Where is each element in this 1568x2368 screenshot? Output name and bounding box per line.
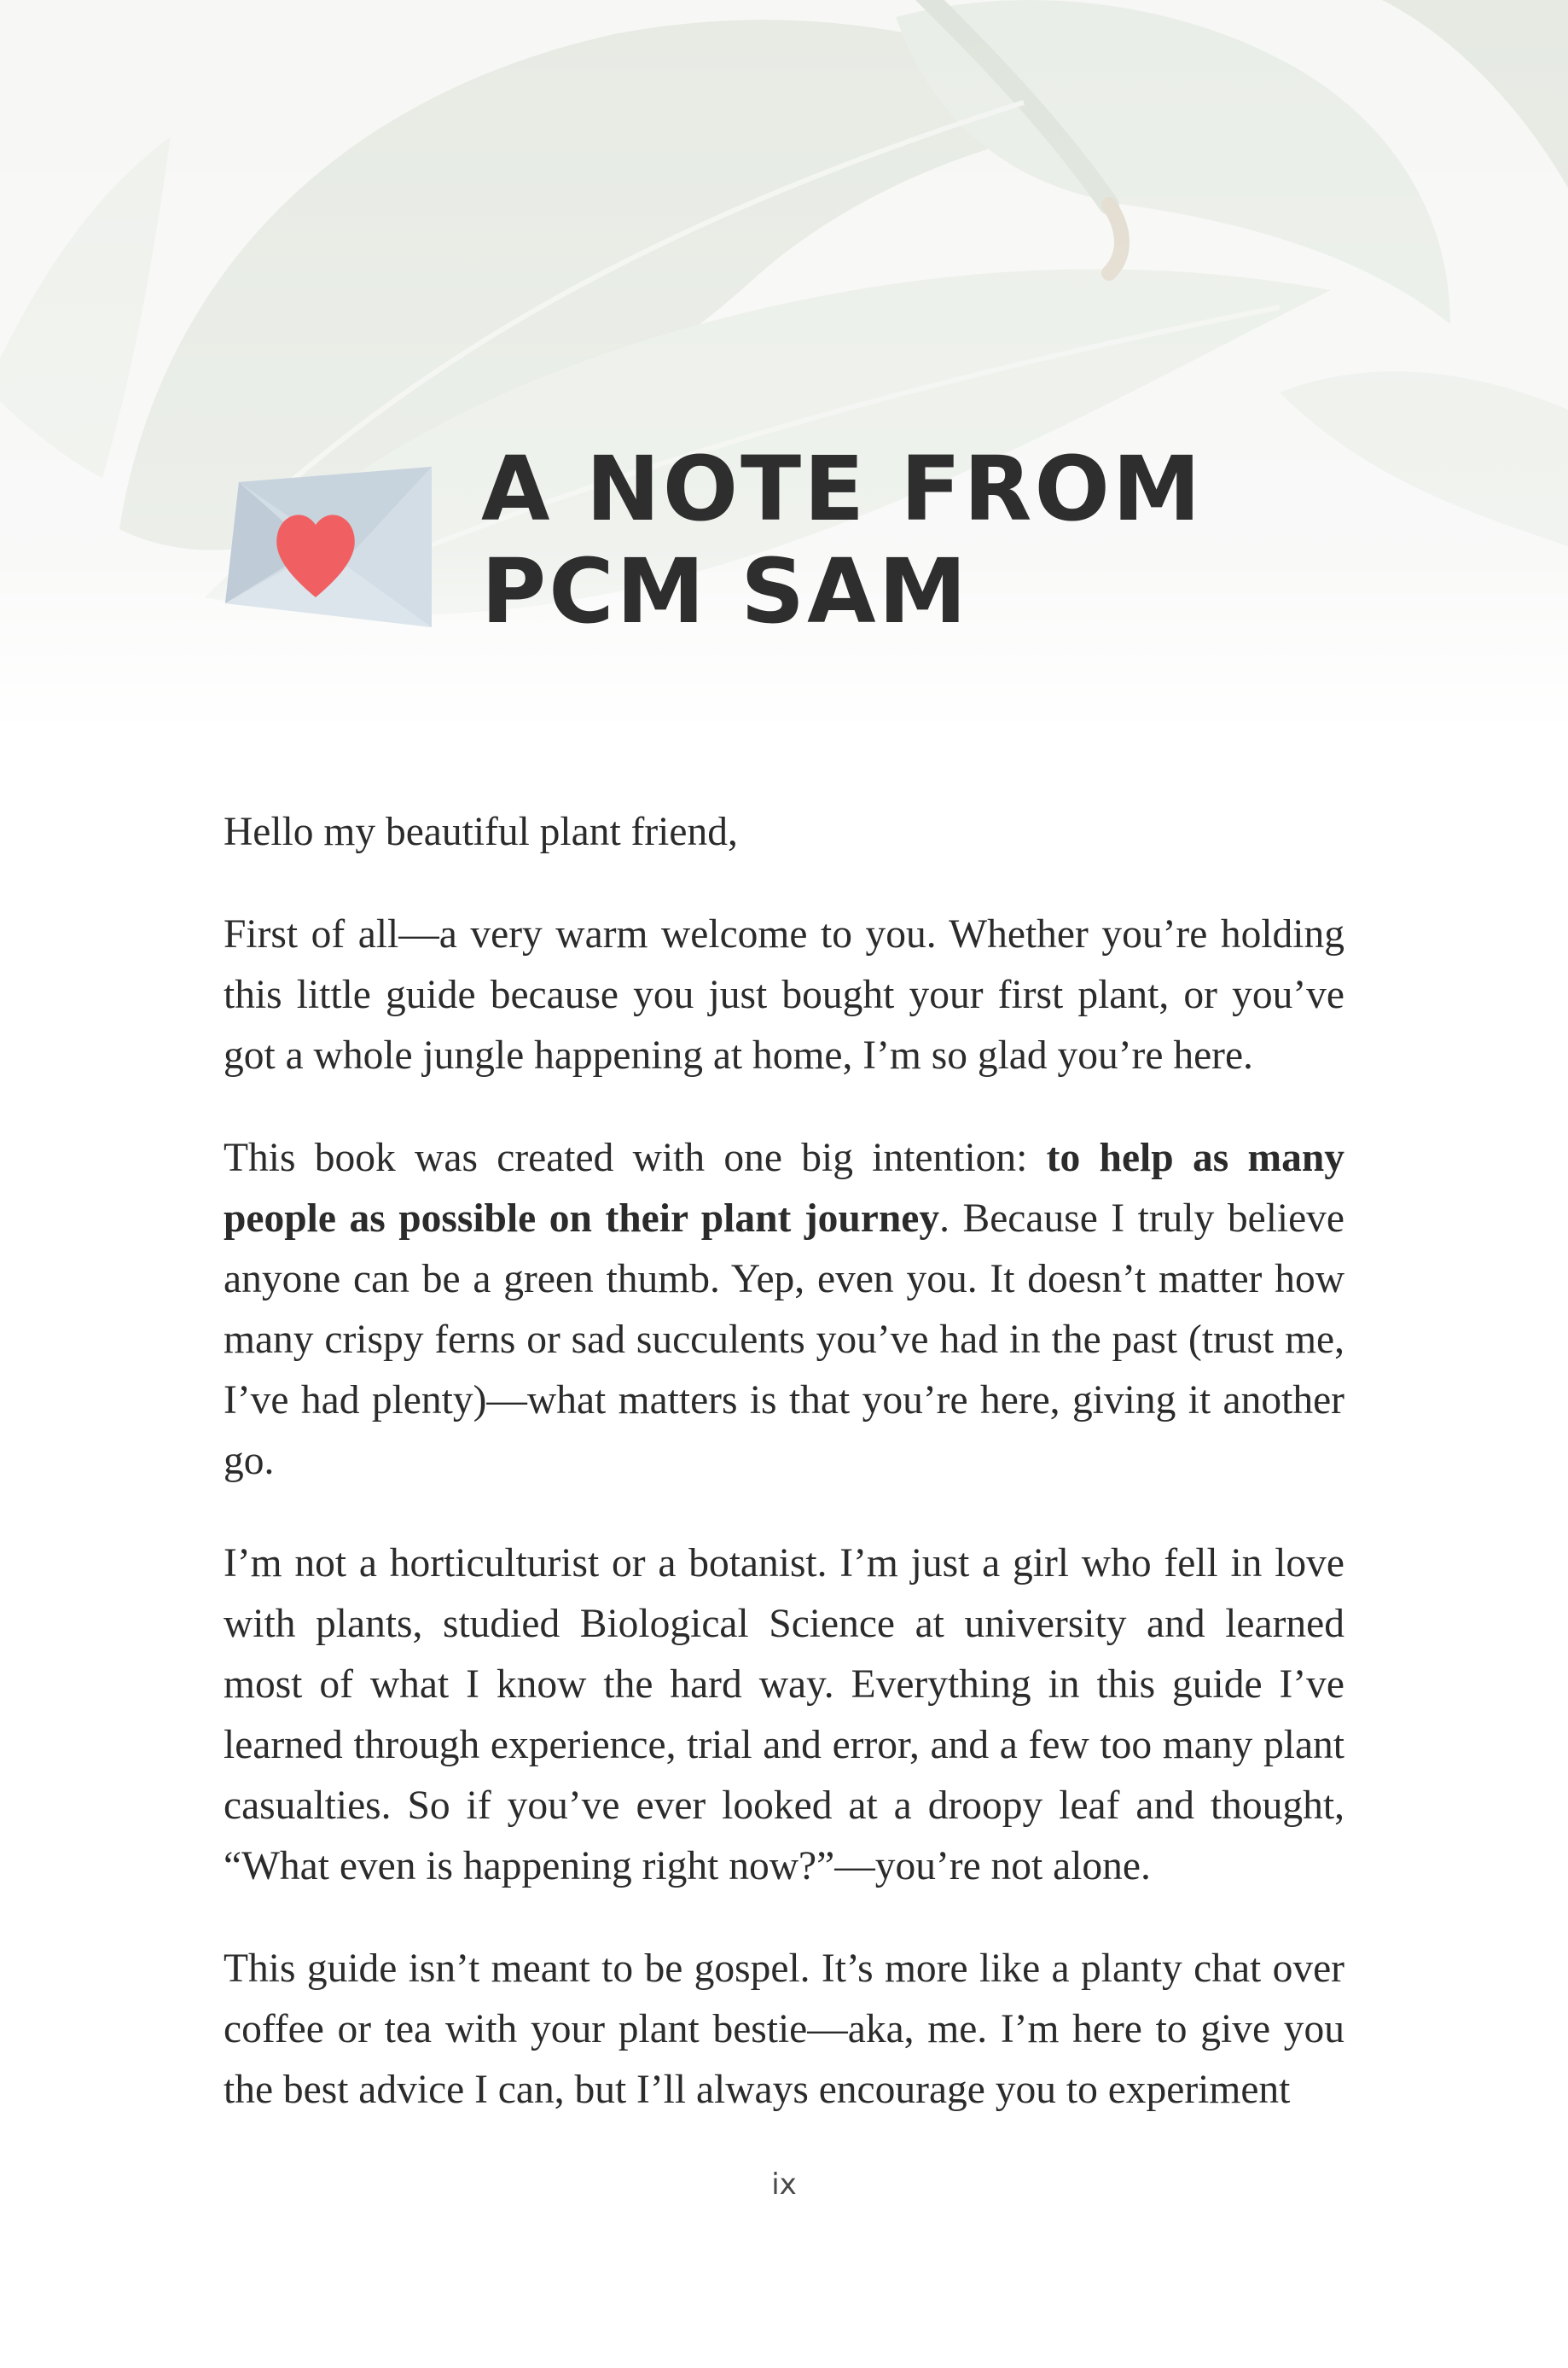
paragraph-2-intro: This book was created with one big intention:: [224, 1136, 1047, 1180]
paragraph-3: I’m not a horticulturist or a botanist. I’m just a girl who fell in love with plants, studied Biological Science at university and learned most of what I know the hard way. Everything in this guide I’ve learned through experience, trial and error, and a few too many plant casualties. So if you’ve ever looked at a droopy leaf and thought, “What even is happening right now?”—you’re not alone.: [224, 1541, 1344, 1888]
envelope-heart-icon: [220, 448, 442, 636]
chapter-header: [220, 431, 1414, 653]
greeting-paragraph: Hello my beautiful plant friend,: [224, 810, 738, 854]
paragraph-4: This guide isn’t meant to be gospel. It’s more like a planty chat over coffee or tea with your plant bestie—aka, me. I’m here to give you the best advice I can, but I’ll always encourage you to experiment: [224, 1946, 1344, 2112]
paragraph-2-emphasis: to help as many people as possible on their plant journey: [224, 1136, 1344, 1241]
page-number: ix: [771, 2167, 797, 2202]
page-title-line-2: PCM SAM: [481, 539, 970, 643]
letter-body: [224, 802, 1344, 2162]
paragraph-1: First of all—a very warm welcome to you. Whether you’re holding this little guide because you just bought your first plant, or you’ve got a whole jungle happening at home, I’m so glad you’re here.: [224, 912, 1344, 1078]
paragraph-2-rest: . Because I truly believe anyone can be a green thumb. Yep, even you. It doesn’t matter how many crispy ferns or sad succulents you’ve had in the past (trust me, I’ve had plenty)—what matters is that you’re here, giving it another go.: [224, 1196, 1344, 1483]
paragraph-2: [224, 1128, 1344, 1492]
page-title-line-1: A NOTE FROM: [481, 437, 1204, 541]
